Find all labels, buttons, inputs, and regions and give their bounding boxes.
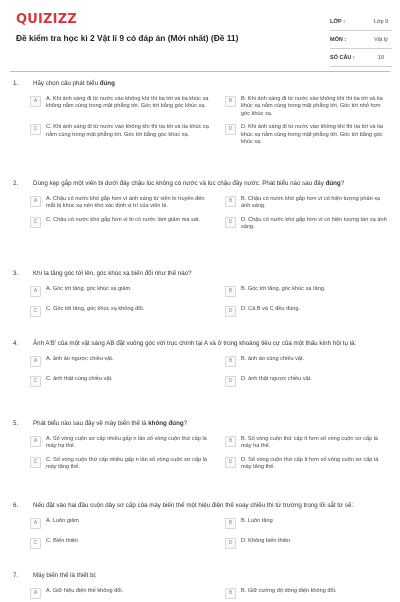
question-5 <box>10 420 395 472</box>
answer-option-c[interactable] <box>30 538 215 552</box>
question-text: Khi ta tăng góc tới lên, góc khúc xạ biến đổi như thế nào? <box>33 270 192 277</box>
question-text: Phát biểu nào sau đây về máy biến thế là không đúng? <box>33 420 188 427</box>
meta-value: 10 <box>377 54 385 61</box>
option-text: D. ảnh thật ngược chiều vật. <box>241 376 312 382</box>
answer-option-a[interactable] <box>30 196 215 211</box>
answer-option-a[interactable] <box>30 436 215 451</box>
meta-label: MÔN : <box>330 36 347 43</box>
worksheet-title: Đề kiểm tra học kì 2 Vật lí 9 có đáp án (Mới nhất) (Đề 11) <box>16 33 239 43</box>
option-letter-badge: D <box>225 306 236 317</box>
option-letter-badge: B <box>225 518 236 529</box>
answer-option-c[interactable] <box>30 457 215 472</box>
answer-option-b[interactable] <box>225 286 390 300</box>
option-letter-badge: D <box>225 217 236 228</box>
answer-option-b[interactable] <box>225 356 390 370</box>
question-number: 2. <box>13 180 19 187</box>
question-2 <box>10 180 395 232</box>
option-text: D. Số vòng cuộn thứ cấp ít hơn số vòng cuộn sơ cấp là máy tăng thế. <box>241 456 379 471</box>
option-text: C. Biến thiên <box>46 538 79 544</box>
question-text: Dùng kẹp gắp một viên bi dưới đáy chậu lúc không có nước và lúc chậu đầy nước. Phát biểu nào sau đây đúng? <box>33 180 345 187</box>
option-letter-badge: D <box>225 457 236 468</box>
question-4 <box>10 340 395 390</box>
option-letter-badge: A <box>30 588 41 599</box>
option-letter-badge: A <box>30 436 41 447</box>
answer-option-d[interactable] <box>225 217 390 232</box>
option-text: C. ảnh thật cùng chiều vật. <box>46 376 113 382</box>
question-text: Hãy chọn câu phát biểu đúng <box>33 80 115 87</box>
worksheet-header <box>0 0 400 66</box>
option-text: A. ảnh ảo ngược chiều vật. <box>46 356 114 362</box>
question-number: 1. <box>13 80 19 87</box>
option-text: C. Góc tới tăng, góc khúc xạ không đổi. <box>46 306 145 312</box>
option-text: B. Chậu có nước khó gắp hơn vì có hiện tượng phản xạ ánh sáng. <box>241 196 381 210</box>
answer-option-a[interactable] <box>30 286 215 300</box>
option-text: A. Chậu có nước khó gắp hơn vì ánh sáng từ viên bi truyền đến mắt bị khúc xạ nên khó xác định vị trí của viên bi. <box>46 196 205 210</box>
answer-option-d[interactable] <box>225 306 390 320</box>
question-number: 5. <box>13 420 19 427</box>
answer-option-b[interactable] <box>225 518 390 532</box>
answer-option-d[interactable] <box>225 457 390 472</box>
option-letter-badge: C <box>30 538 41 549</box>
option-letter-badge: A <box>30 196 41 207</box>
answer-option-c[interactable] <box>30 376 215 390</box>
answer-option-b[interactable] <box>225 436 390 451</box>
option-letter-badge: B <box>225 96 236 107</box>
option-letter-badge: C <box>30 124 41 135</box>
option-letter-badge: B <box>225 436 236 447</box>
option-text: B. Giữ cường độ dòng điện không đổi. <box>241 588 337 594</box>
answer-option-a[interactable] <box>30 518 215 532</box>
option-text: A. Góc tới tăng, góc khúc xạ giảm. <box>46 286 132 292</box>
answer-option-b[interactable] <box>225 196 390 211</box>
question-number: 3. <box>13 270 19 277</box>
option-letter-badge: D <box>225 376 236 387</box>
answer-option-c[interactable] <box>30 124 215 146</box>
answer-option-c[interactable] <box>30 217 215 232</box>
question-6 <box>10 502 395 552</box>
option-letter-badge: D <box>225 124 236 135</box>
option-text: A. Luôn giảm <box>46 518 79 524</box>
option-letter-badge: B <box>225 588 236 599</box>
option-letter-badge: A <box>30 518 41 529</box>
option-text: B. Góc tới tăng, góc khúc xạ tăng. <box>241 286 326 292</box>
question-text: Máy biến thế là thiết bị: <box>33 572 97 579</box>
meta-label: SỐ CÂU : <box>330 54 355 61</box>
question-3 <box>10 270 395 320</box>
answer-option-a[interactable] <box>30 96 215 118</box>
option-letter-badge: A <box>30 356 41 367</box>
option-text: A. Khi ánh sáng đi từ nước vào không khí thì tia tới và tia khúc xạ không nằm cùng trong mặt phẳng tới. Góc tới bằng góc khúc xạ. <box>46 96 209 110</box>
answer-option-a[interactable] <box>30 356 215 370</box>
option-letter-badge: C <box>30 457 41 468</box>
option-text: D. Không biến thiên <box>241 538 291 544</box>
option-text: C. Khi ánh sáng đi từ nước vào không khí thì tia tới và tia khúc xạ nằm cùng trong mặt phẳng tới. Góc tới bằng góc khúc xạ. <box>46 124 209 138</box>
option-letter-badge: B <box>225 356 236 367</box>
option-letter-badge: C <box>30 217 41 228</box>
option-letter-badge: A <box>30 96 41 107</box>
option-text: A. Giữ hiệu điện thế không đổi. <box>46 588 124 594</box>
question-text: Nếu đặt vào hai đầu cuộn dây sơ cấp của máy biến thế một hiệu điện thế xoay chiều thì từ trường trong lõi sắt từ sẽ: <box>33 502 354 509</box>
option-text: D. Chậu có nước khó gắp hơn vì có hiện tượng tán xạ ánh sáng. <box>241 216 387 231</box>
question-text: Ảnh A'B' của một vật sáng AB đặt vuông góc với trục chính tại A và ở trong khoảng tiêu cự của một thấu kính hội tụ là: <box>33 340 357 347</box>
question-1 <box>10 80 395 146</box>
option-letter-badge: D <box>225 538 236 549</box>
meta-label: LỚP : <box>330 18 345 25</box>
option-letter-badge: B <box>225 286 236 297</box>
answer-option-c[interactable] <box>30 306 215 320</box>
header-divider <box>10 71 390 72</box>
question-number: 4. <box>13 340 19 347</box>
answer-option-d[interactable] <box>225 376 390 390</box>
option-text: B. Khi ánh sáng đi từ nước vào không khí thì tia tới và tia khúc xạ nằm cùng trong mặt phẳng tới. Góc tới nhỏ hơn góc khúc xạ. <box>241 96 383 117</box>
option-letter-badge: C <box>30 376 41 387</box>
option-text: B. Số vòng cuộn thứ cấp ít hơn số vòng cuộn sơ cấp là máy hạ thế. <box>241 436 379 450</box>
meta-value: Vật lý <box>374 36 388 43</box>
option-text: B. ảnh ảo cùng chiều vật. <box>241 356 305 362</box>
option-text: D. Khi ánh sáng đi từ nước vào không khí thì tia tới và tia khúc xạ nằm cùng trong mặt phẳng tới. Góc tới bằng góc khúc xạ. <box>241 124 384 146</box>
worksheet-meta <box>330 13 392 67</box>
option-letter-badge: A <box>30 286 41 297</box>
option-text: A. Số vòng cuộn sơ cấp nhiều gấp n lần số vòng cuộn thứ cấp là máy hạ thế. <box>46 436 207 450</box>
meta-row-question-count <box>330 49 392 67</box>
option-text: C. Chậu có nước khó gắp hơn vì bi có nước làm giảm ma sát. <box>46 216 201 223</box>
option-text: D. Cả B và C đều đúng. <box>241 306 301 312</box>
answer-option-d[interactable] <box>225 124 390 146</box>
option-letter-badge: B <box>225 196 236 207</box>
quizizz-logo: QUIZIZZ <box>16 12 77 27</box>
meta-row-subject <box>330 31 392 49</box>
option-text: C. Số vòng cuộn thứ cấp nhiều gấp n lần số vòng cuộn sơ cấp là máy tăng thế. <box>46 456 208 471</box>
answer-option-b[interactable] <box>225 96 390 118</box>
option-letter-badge: C <box>30 306 41 317</box>
meta-value: Lớp 9 <box>373 18 389 25</box>
meta-row-class <box>330 13 392 31</box>
option-text: B. Luôn tăng <box>241 518 273 524</box>
answer-option-d[interactable] <box>225 538 390 552</box>
question-number: 7. <box>13 572 19 579</box>
question-number: 6. <box>13 502 19 509</box>
question-7 <box>10 572 395 602</box>
